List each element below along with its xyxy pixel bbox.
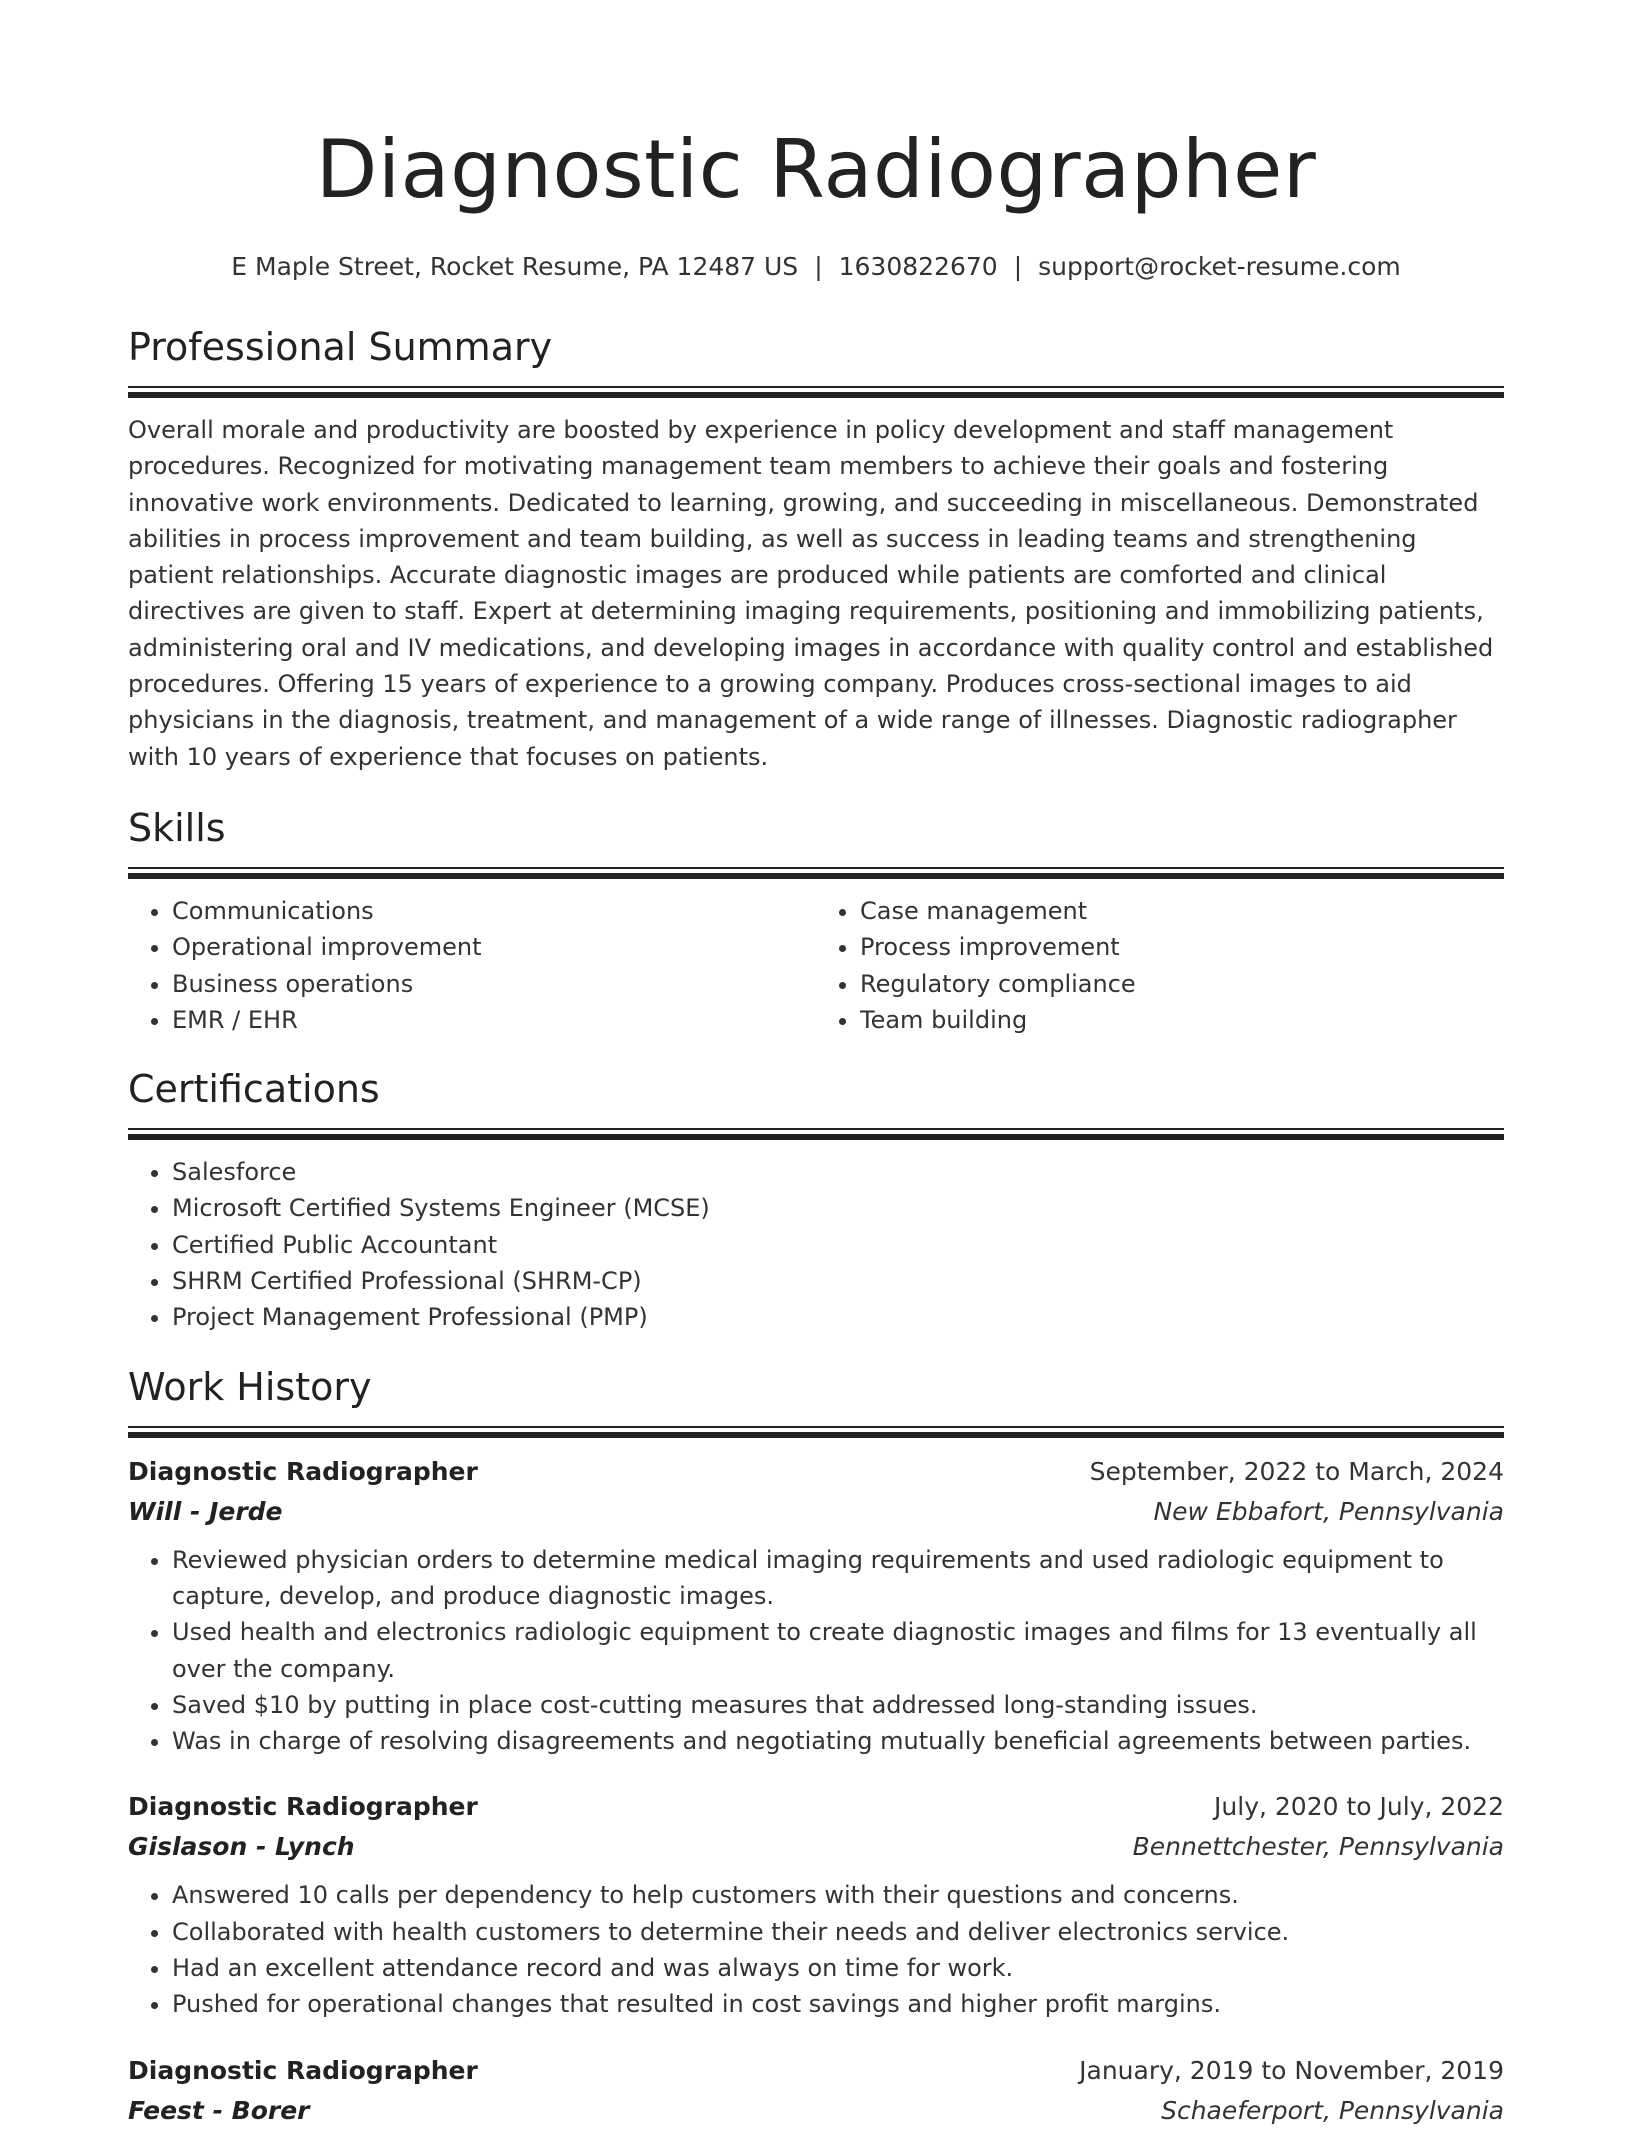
work-history-section	[128, 1362, 1504, 2131]
job-bullets	[128, 1877, 1504, 2022]
skill-item: • Case management	[860, 893, 1504, 929]
certification-item: • SHRM Certified Professional (SHRM-CP)	[172, 1263, 1504, 1299]
skills-section	[128, 803, 1504, 1038]
section-title-skills: Skills	[128, 805, 226, 850]
certifications-section	[128, 1064, 1504, 1335]
certification-item: • Certified Public Accountant	[172, 1227, 1504, 1263]
section-title-certifications: Certifications	[128, 1067, 380, 1112]
job-company: Feest - Borer	[128, 2095, 310, 2125]
job-bullets	[128, 1542, 1504, 1760]
job-entry	[128, 1787, 1504, 2022]
skill-item: • EMR / EHR	[172, 1002, 816, 1038]
certification-item: • Project Management Professional (PMP)	[172, 1299, 1504, 1335]
job-entry	[128, 1452, 1504, 1760]
job-location: Schaeferport, Pennsylvania	[1161, 2095, 1504, 2125]
section-divider	[128, 386, 1504, 398]
job-bullet: • Answered 10 calls per dependency to help customers with their questions and concerns.	[172, 1877, 1504, 1913]
contact-address: E Maple Street, Rocket Resume, PA 12487 US	[231, 252, 799, 281]
contact-separator: |	[1013, 252, 1023, 281]
skills-right-list	[816, 893, 1504, 1038]
skills-columns	[128, 893, 1504, 1038]
skill-item: • Business operations	[172, 966, 816, 1002]
skill-item: • Team building	[860, 1002, 1504, 1038]
job-company: Gislason - Lynch	[128, 1832, 355, 1862]
skill-item: • Process improvement	[860, 929, 1504, 965]
skills-left-list	[128, 893, 816, 1038]
job-location: New Ebbafort, Pennsylvania	[1153, 1496, 1504, 1526]
job-entry	[128, 2051, 1504, 2131]
job-title: Diagnostic Radiographer	[128, 2055, 478, 2085]
section-divider	[128, 1426, 1504, 1438]
section-divider	[128, 867, 1504, 879]
job-dates: July, 2020 to July, 2022	[1214, 1792, 1504, 1822]
section-title-work-history: Work History	[128, 1364, 372, 1409]
skill-item: • Communications	[172, 893, 816, 929]
job-subheader	[128, 1492, 1504, 1532]
contact-email: support@rocket-resume.com	[1038, 252, 1401, 281]
job-location: Bennettchester, Pennsylvania	[1132, 1832, 1504, 1862]
job-title: Diagnostic Radiographer	[128, 1456, 478, 1486]
certification-item: • Salesforce	[172, 1154, 1504, 1190]
job-bullet: • Collaborated with health customers to determine their needs and deliver electronics service.	[172, 1914, 1504, 1950]
skill-item: • Operational improvement	[172, 929, 816, 965]
contact-phone: 1630822670	[838, 252, 998, 281]
summary-section	[128, 322, 1504, 775]
job-dates: September, 2022 to March, 2024	[1089, 1456, 1504, 1486]
job-bullet: • Reviewed physician orders to determine medical imaging requirements and used radiologic equipment to capture, develop, and produce diagnostic images.	[172, 1542, 1504, 1615]
job-bullet: • Used health and electronics radiologic equipment to create diagnostic images and films for 13 eventually all over the company.	[172, 1614, 1504, 1687]
job-header	[128, 1452, 1504, 1492]
section-divider	[128, 1128, 1504, 1140]
summary-text: Overall morale and productivity are boosted by experience in policy development and staff management procedures. Recognized for motivating management team members to achieve their goals and fostering innovative work environments. Dedicated to learning, growing, and succeeding in miscellaneous. Demonstrated abilities in process improvement and team building, as well as success in leading teams and strengthening patient relationships. Accurate diagnostic images are produced while patients are comforted and clinical directives are given to staff. Expert at determining imaging requirements, positioning and immobilizing patients, administering oral and IV medications, and developing images in accordance with quality control and established procedures. Offering 15 years of experience to a growing company. Produces cross-sectional images to aid physicians in the diagnosis, treatment, and management of a wide range of illnesses. Diagnostic radiographer with 10 years of experience that focuses on patients.	[128, 416, 1494, 771]
job-bullet: • Saved $10 by putting in place cost-cutting measures that addressed long-standing issues.	[172, 1687, 1504, 1723]
job-bullet: • Pushed for operational changes that resulted in cost savings and higher profit margins.	[172, 1986, 1504, 2022]
job-dates: January, 2019 to November, 2019	[1079, 2055, 1504, 2085]
job-header	[128, 1787, 1504, 1827]
job-company: Will - Jerde	[128, 1496, 283, 1526]
section-title-summary: Professional Summary	[128, 325, 553, 369]
certification-item: • Microsoft Certified Systems Engineer (MCSE)	[172, 1190, 1504, 1226]
job-title: Diagnostic Radiographer	[128, 1792, 478, 1822]
job-subheader	[128, 1827, 1504, 1867]
job-header	[128, 2051, 1504, 2091]
resume-name: Diagnostic Radiographer	[315, 123, 1317, 216]
contact-separator: |	[814, 252, 823, 281]
job-subheader	[128, 2091, 1504, 2131]
skill-item: • Regulatory compliance	[860, 966, 1504, 1002]
job-bullet: • Had an excellent attendance record and was always on time for work.	[172, 1950, 1504, 1986]
job-bullet: • Was in charge of resolving disagreements and negotiating mutually beneficial agreements between parties.	[172, 1723, 1504, 1759]
certifications-list	[128, 1154, 1504, 1335]
contact-line	[128, 250, 1504, 284]
